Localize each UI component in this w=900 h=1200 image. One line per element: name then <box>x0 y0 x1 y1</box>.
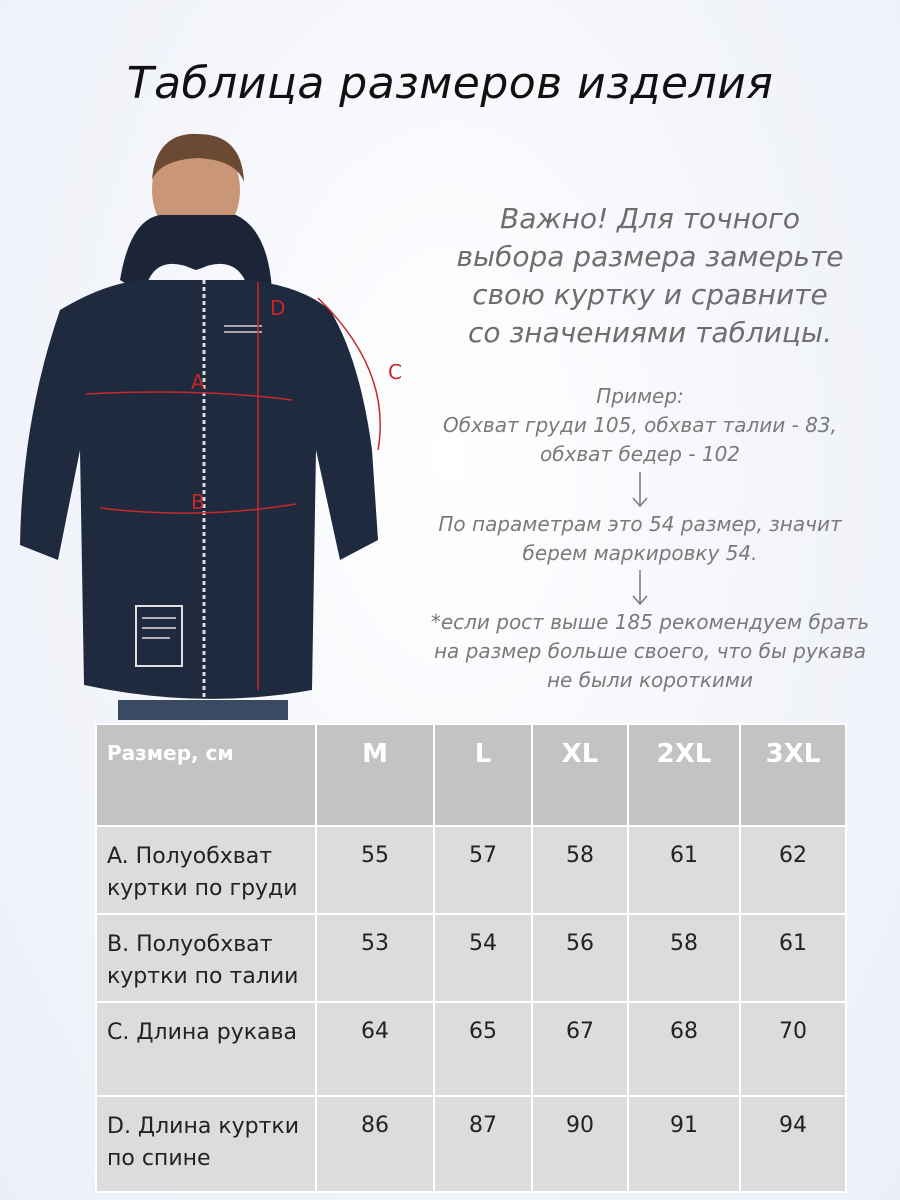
table-header-cell: 3XL <box>741 725 845 825</box>
important-line: Важно! Для точного <box>500 202 800 235</box>
result-line: берем маркировку 54. <box>522 541 758 565</box>
measure-label-c: C <box>388 360 402 384</box>
row-label: C. Длина рукава <box>97 1003 315 1095</box>
measure-label-d: D <box>270 296 286 320</box>
table-cell: 58 <box>533 827 627 913</box>
result-text <box>390 510 890 568</box>
table-header-row <box>97 725 845 825</box>
table-cell: 68 <box>629 1003 739 1095</box>
table-row <box>97 1097 845 1191</box>
measure-label-a: A <box>191 370 205 394</box>
note-line: не были короткими <box>546 668 754 692</box>
important-line: со значениями таблицы. <box>467 316 832 349</box>
example-text <box>400 382 880 469</box>
table-row <box>97 1003 845 1095</box>
table-row <box>97 915 845 1001</box>
row-label: A. Полуобхват куртки по груди <box>97 827 315 913</box>
table-row <box>97 827 845 913</box>
arrow-down-icon <box>630 570 650 606</box>
table-cell: 87 <box>435 1097 531 1191</box>
table-cell: 56 <box>533 915 627 1001</box>
table-cell: 58 <box>629 915 739 1001</box>
table-cell: 54 <box>435 915 531 1001</box>
row-label: D. Длина куртки по спине <box>97 1097 315 1191</box>
result-line: По параметрам это 54 размер, значит <box>438 512 842 536</box>
table-cell: 86 <box>317 1097 433 1191</box>
table-cell: 55 <box>317 827 433 913</box>
height-note <box>400 608 900 695</box>
table-header-cell: XL <box>533 725 627 825</box>
example-line: Пример: <box>596 384 684 408</box>
table-cell: 53 <box>317 915 433 1001</box>
important-note <box>430 200 870 352</box>
table-header-cell: 2XL <box>629 725 739 825</box>
table-cell: 57 <box>435 827 531 913</box>
table-cell: 90 <box>533 1097 627 1191</box>
table-cell: 67 <box>533 1003 627 1095</box>
example-line: Обхват груди 105, обхват талии - 83, <box>443 413 837 437</box>
table-cell: 91 <box>629 1097 739 1191</box>
size-table <box>95 723 847 1193</box>
table-cell: 70 <box>741 1003 845 1095</box>
table-cell: 94 <box>741 1097 845 1191</box>
table-cell: 64 <box>317 1003 433 1095</box>
example-line: обхват бедер - 102 <box>539 442 741 466</box>
note-line: *если рост выше 185 рекомендуем брать <box>430 610 870 634</box>
measure-label-b: B <box>191 490 205 514</box>
table-cell: 65 <box>435 1003 531 1095</box>
row-label: B. Полуобхват куртки по талии <box>97 915 315 1001</box>
page-title: Таблица размеров изделия <box>126 58 774 109</box>
table-header-cell: L <box>435 725 531 825</box>
table-header-cell: Размер, см <box>97 725 315 825</box>
important-line: выбора размера замерьте <box>456 240 844 273</box>
table-cell: 61 <box>741 915 845 1001</box>
table-cell: 62 <box>741 827 845 913</box>
arrow-down-icon <box>630 472 650 508</box>
table-cell: 61 <box>629 827 739 913</box>
note-line: на размер больше своего, что бы рукава <box>433 639 867 663</box>
table-header-cell: M <box>317 725 433 825</box>
important-line: свою куртку и сравните <box>472 278 828 311</box>
jacket-model-illustration <box>0 120 420 720</box>
